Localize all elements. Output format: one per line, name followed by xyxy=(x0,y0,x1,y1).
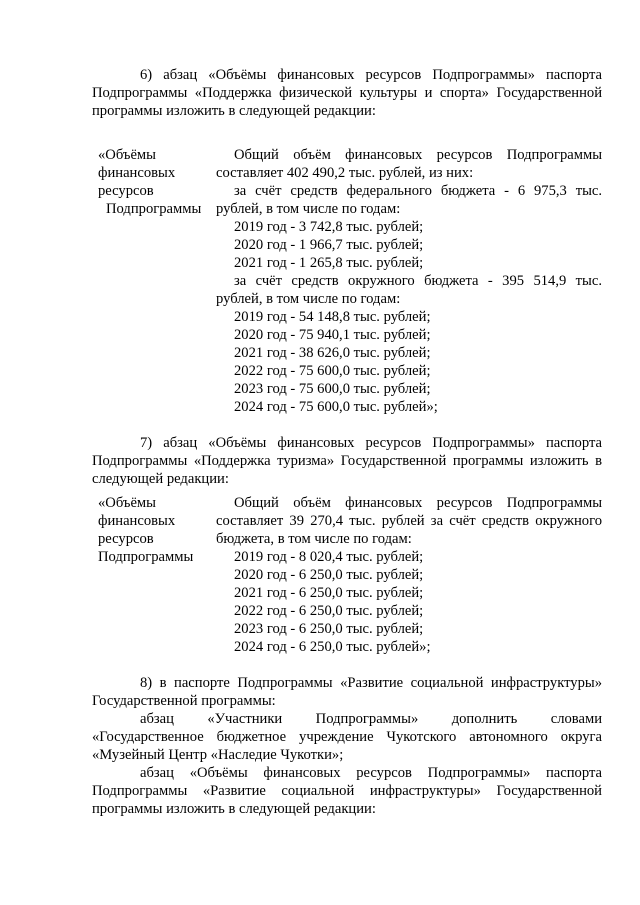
item7-values xyxy=(216,494,602,656)
year-line: 2021 год - 6 250,0 тыс. рублей; xyxy=(234,585,424,601)
item7-label xyxy=(98,494,216,656)
label-line: Подпрограммы xyxy=(106,201,202,217)
item6-values xyxy=(216,146,602,416)
label-line: финансовых xyxy=(98,513,176,529)
year-line: 2023 год - 75 600,0 тыс. рублей; xyxy=(234,381,431,397)
item8-participants-line3: «Музейный Центр «Наследие Чукотки»; xyxy=(92,747,344,763)
year-line: 2019 год - 54 148,8 тыс. рублей; xyxy=(234,309,431,325)
item7-intro: 7) абзац «Объёмы финансовых ресурсов Подпрограммы» паспорта Подпрограммы «Поддержка туризма» Государственной программы изложить в следующей редакции: xyxy=(92,435,602,487)
label-line: ресурсов xyxy=(98,531,154,547)
item6-federal: за счёт средств федерального бюджета - 6 975,3 тыс. рублей, в том числе по годам: xyxy=(216,183,602,217)
item8-participants-line1: абзац «Участники Подпрограммы» дополнить словами xyxy=(140,711,602,727)
item6-table xyxy=(98,146,602,416)
year-line: 2024 год - 75 600,0 тыс. рублей»; xyxy=(234,399,438,415)
year-line: 2020 год - 1 966,7 тыс. рублей; xyxy=(234,237,424,253)
year-line: 2019 год - 3 742,8 тыс. рублей; xyxy=(234,219,424,235)
item8-intro: 8) в паспорте Подпрограммы «Развитие социальной инфраструктуры» Государственной программы: xyxy=(92,675,602,709)
item8-volumes: абзац «Объёмы финансовых ресурсов Подпрограммы» паспорта Подпрограммы «Развитие социальной инфраструктуры» Государственной программы изложить в следующей редакции: xyxy=(92,765,602,817)
year-line: 2019 год - 8 020,4 тыс. рублей; xyxy=(234,549,424,565)
label-line: «Объёмы xyxy=(98,495,156,511)
item7-table xyxy=(98,494,602,656)
year-line: 2023 год - 6 250,0 тыс. рублей; xyxy=(234,621,424,637)
year-line: 2021 год - 1 265,8 тыс. рублей; xyxy=(234,255,424,271)
label-line: финансовых xyxy=(98,165,176,181)
item8-participants-line2: «Государственное бюджетное учреждение Чукотского автономного округа xyxy=(92,729,602,745)
item6-total: Общий объём финансовых ресурсов Подпрограммы составляет 402 490,2 тыс. рублей, из них: xyxy=(216,147,602,181)
document-body xyxy=(92,66,602,818)
item6-intro: 6) абзац «Объёмы финансовых ресурсов Подпрограммы» паспорта Подпрограммы «Поддержка физической культуры и спорта» Государственной программы изложить в следующей редакции: xyxy=(92,67,602,119)
year-line: 2022 год - 6 250,0 тыс. рублей; xyxy=(234,603,424,619)
item7-total: Общий объём финансовых ресурсов Подпрограммы составляет 39 270,4 тыс. рублей за счёт средств окружного бюджета, в том числе по годам: xyxy=(216,495,602,547)
year-line: 2022 год - 75 600,0 тыс. рублей; xyxy=(234,363,431,379)
item6-label xyxy=(98,146,216,416)
label-line: ресурсов xyxy=(98,183,154,199)
year-line: 2024 год - 6 250,0 тыс. рублей»; xyxy=(234,639,431,655)
year-line: 2020 год - 75 940,1 тыс. рублей; xyxy=(234,327,431,343)
year-line: 2020 год - 6 250,0 тыс. рублей; xyxy=(234,567,424,583)
year-line: 2021 год - 38 626,0 тыс. рублей; xyxy=(234,345,431,361)
label-line: «Объёмы xyxy=(98,147,156,163)
label-line: Подпрограммы xyxy=(98,549,194,565)
item6-regional: за счёт средств окружного бюджета - 395 514,9 тыс. рублей, в том числе по годам: xyxy=(216,273,602,307)
